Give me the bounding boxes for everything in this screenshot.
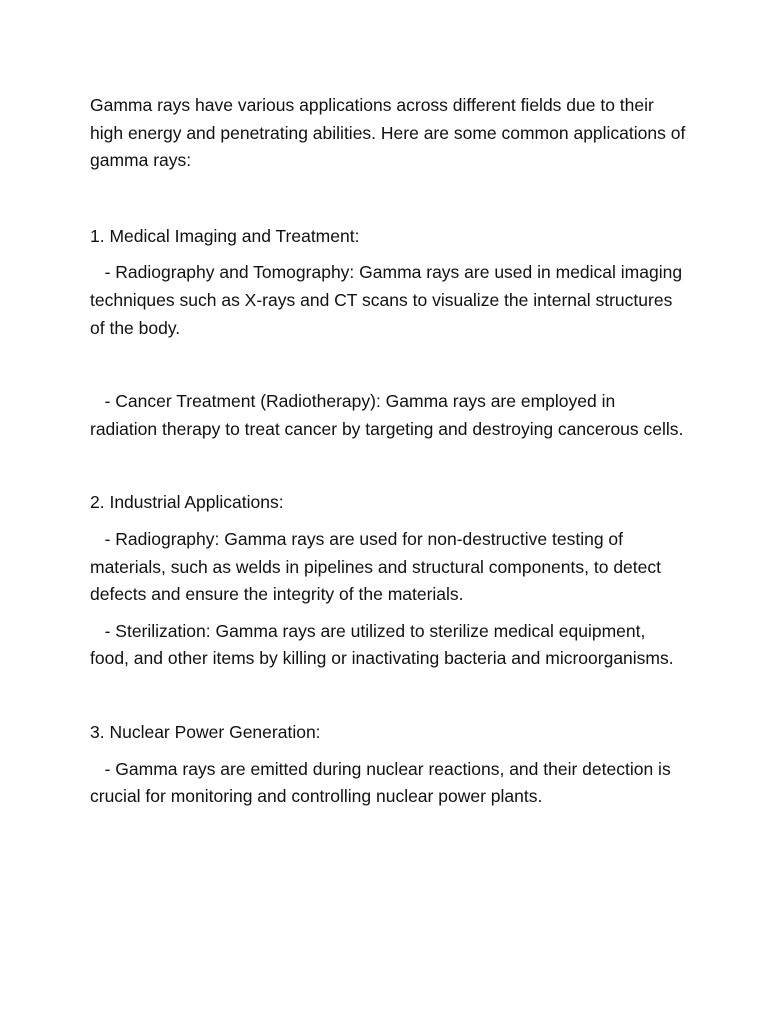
paragraph-nuclear-detection: - Gamma rays are emitted during nuclear reactions, and their detection is crucial for monitoring and controlling nuclear power plants. xyxy=(90,758,676,807)
paragraph-radiography-tomography: - Radiography and Tomography: Gamma rays are used in medical imaging techniques such as X-rays and CT scans to visualize the internal structures of the body. xyxy=(90,262,687,338)
paragraph-industrial-radiography: - Radiography: Gamma rays are used for non-destructive testing of materials, such as welds in pipelines and structural components, to detect defects and ensure the integrity of the materials. xyxy=(90,528,666,605)
paragraph-sterilization: - Sterilization: Gamma rays are utilized to sterilize medical equipment, food, and other items by killing or inactivating bacteria and microorganisms. xyxy=(90,620,674,669)
intro-paragraph: Gamma rays have various applications across different fields due to their high energy and penetrating abilities. Here are some common applications of gamma rays: xyxy=(90,95,686,171)
section-heading-nuclear: 3. Nuclear Power Generation: xyxy=(90,721,321,742)
document-body xyxy=(90,92,686,820)
paragraph-cancer-treatment: - Cancer Treatment (Radiotherapy): Gamma rays are employed in radiation therapy to treat cancer by targeting and destroying cancerous cells. xyxy=(90,391,684,439)
section-heading-medical: 1. Medical Imaging and Treatment: xyxy=(90,225,360,246)
section-heading-industrial: 2. Industrial Applications: xyxy=(90,492,284,513)
